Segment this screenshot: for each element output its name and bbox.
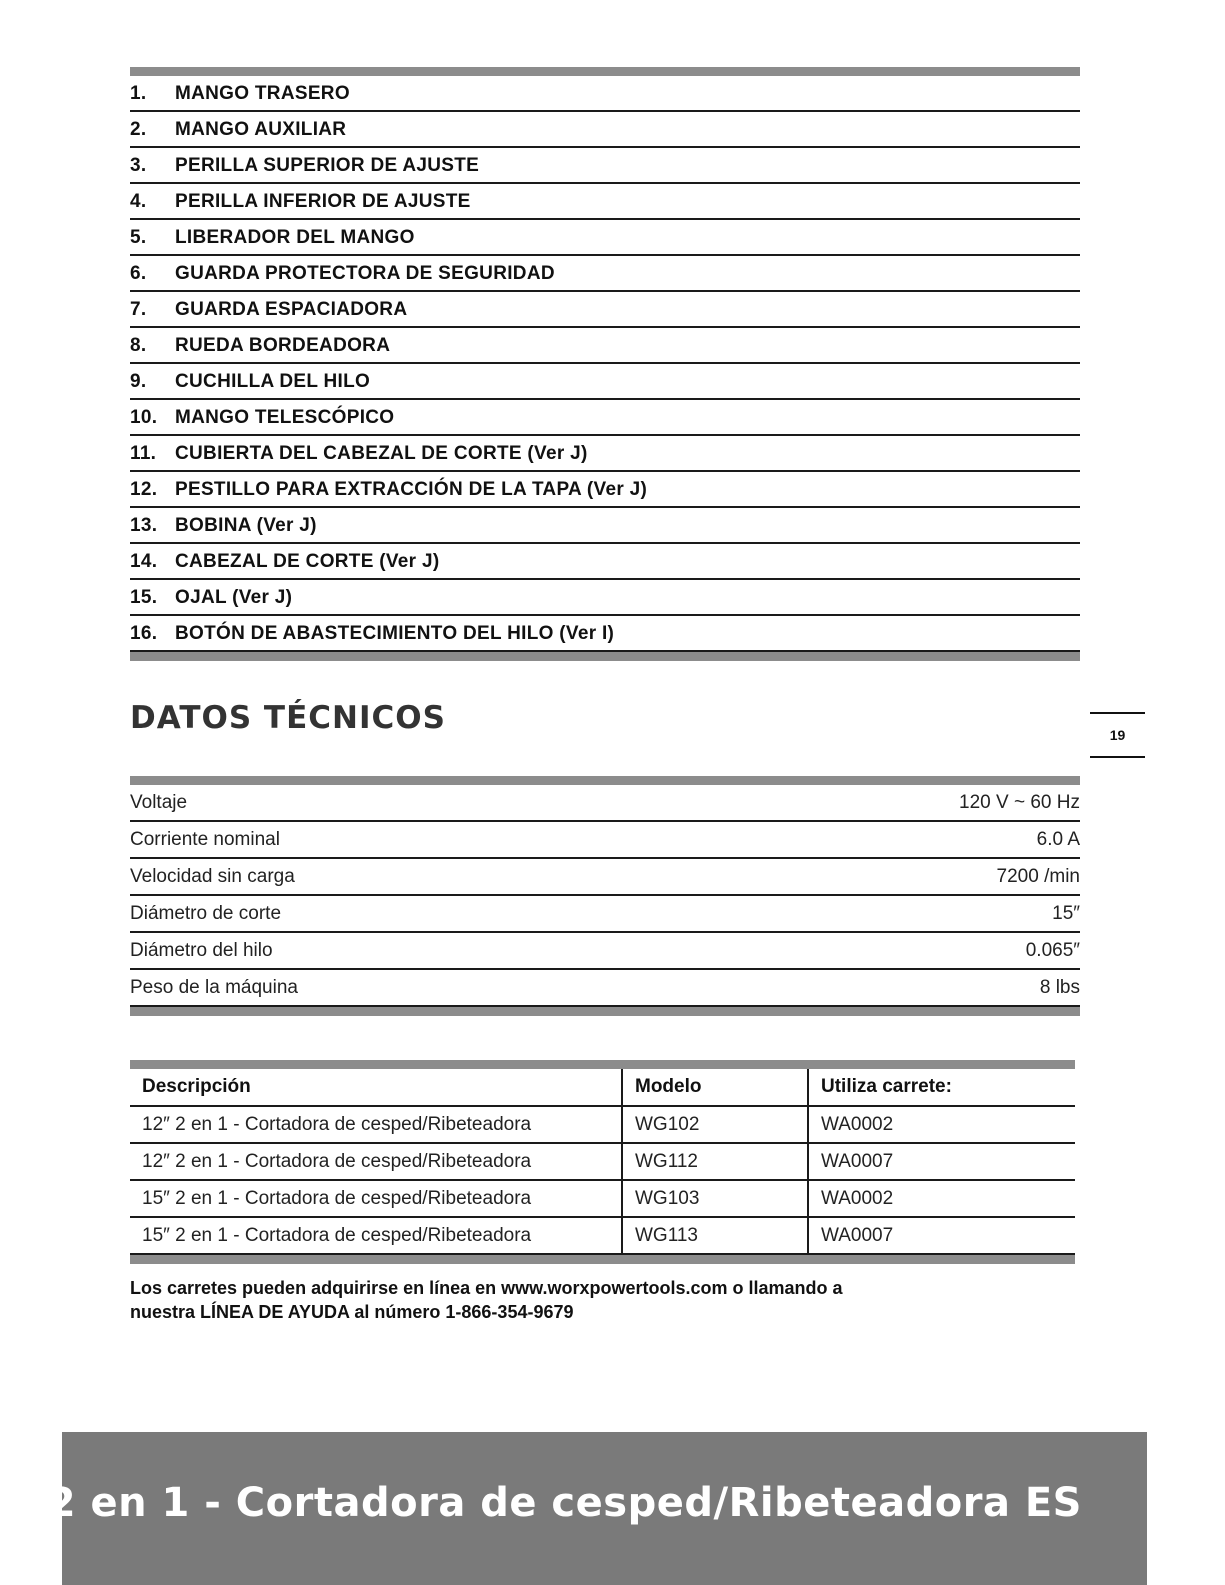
part-number: 6. (130, 263, 147, 284)
specs-top-bar (130, 776, 1080, 785)
parts-list-item (130, 256, 1080, 292)
models-top-bar (130, 1060, 1075, 1069)
spec-value: 15″ (1052, 903, 1080, 924)
parts-top-bar (130, 67, 1080, 76)
spec-value: 7200 /min (996, 866, 1080, 887)
parts-list-item (130, 472, 1080, 508)
part-number: 5. (130, 227, 147, 248)
parts-list-item (130, 508, 1080, 544)
parts-rows (130, 76, 1080, 652)
parts-list-item (130, 184, 1080, 220)
model-code: WG112 (622, 1143, 808, 1180)
model-code: WG103 (622, 1180, 808, 1217)
parts-list-item (130, 112, 1080, 148)
spec-value: 120 V ~ 60 Hz (959, 792, 1080, 813)
parts-bottom-bar (130, 652, 1080, 661)
spec-label: Diámetro del hilo (130, 940, 273, 961)
part-label: MANGO TRASERO (175, 83, 350, 104)
part-label: BOTÓN DE ABASTECIMIENTO DEL HILO (Ver I) (175, 623, 615, 644)
part-label: CUCHILLA DEL HILO (175, 371, 371, 392)
header-model: Modelo (622, 1069, 808, 1106)
note-line-1: Los carretes pueden adquirirse en línea en www.worxpowertools.com o llamando a (130, 1278, 843, 1298)
part-label: CABEZAL DE CORTE (Ver J) (175, 551, 440, 572)
models-table (130, 1060, 1075, 1264)
part-number: 11. (130, 443, 157, 464)
spec-row (130, 896, 1080, 933)
part-label: PERILLA SUPERIOR DE AJUSTE (175, 155, 480, 176)
spec-row (130, 933, 1080, 970)
part-number: 13. (130, 515, 158, 536)
spec-label: Peso de la máquina (130, 977, 298, 998)
parts-list-item (130, 544, 1080, 580)
spec-row (130, 970, 1080, 1007)
parts-list-item (130, 220, 1080, 256)
note-line-2: nuestra LÍNEA DE AYUDA al número 1-866-354-9679 (130, 1302, 574, 1322)
spec-rows (130, 785, 1080, 1007)
part-label: BOBINA (Ver J) (175, 515, 317, 536)
specs-bottom-bar (130, 1007, 1080, 1016)
model-spool: WA0002 (808, 1106, 1075, 1143)
footer-band (47, 1432, 1147, 1585)
part-label: GUARDA ESPACIADORA (175, 299, 408, 320)
model-spool: WA0007 (808, 1217, 1075, 1254)
tech-section-title: DATOS TÉCNICOS (130, 700, 446, 736)
spec-label: Voltaje (130, 792, 188, 813)
spec-label: Diámetro de corte (130, 903, 282, 924)
header-spool: Utiliza carrete: (808, 1069, 1075, 1106)
models-header-row (130, 1069, 1075, 1106)
specs-table (130, 776, 1080, 1016)
parts-list-item (130, 400, 1080, 436)
parts-list-item (130, 292, 1080, 328)
part-number: 3. (130, 155, 147, 176)
spool-purchase-note (130, 1276, 1080, 1324)
part-number: 4. (130, 191, 147, 212)
parts-list-item (130, 436, 1080, 472)
parts-list-item (130, 364, 1080, 400)
model-description: 15″ 2 en 1 - Cortadora de cesped/Ribeteadora (130, 1180, 622, 1217)
footer-title: 2 en 1 - Cortadora de cesped/Ribeteadora ES (47, 1480, 1082, 1526)
parts-list-item (130, 148, 1080, 184)
part-number: 1. (130, 83, 147, 104)
parts-list-item (130, 616, 1080, 652)
model-description: 15″ 2 en 1 - Cortadora de cesped/Ribeteadora (130, 1217, 622, 1254)
model-row (130, 1217, 1075, 1254)
spec-row (130, 859, 1080, 896)
part-label: MANGO AUXILIAR (175, 119, 347, 140)
part-label: LIBERADOR DEL MANGO (175, 227, 415, 248)
part-number: 8. (130, 335, 147, 356)
part-label: RUEDA BORDEADORA (175, 335, 391, 356)
part-label: PESTILLO PARA EXTRACCIÓN DE LA TAPA (Ver J) (175, 479, 648, 500)
model-description: 12″ 2 en 1 - Cortadora de cesped/Ribeteadora (130, 1106, 622, 1143)
parts-list-item (130, 580, 1080, 616)
model-spool: WA0007 (808, 1143, 1075, 1180)
spec-label: Velocidad sin carga (130, 866, 295, 887)
model-row (130, 1143, 1075, 1180)
spec-value: 0.065″ (1025, 940, 1080, 961)
header-description: Descripción (130, 1069, 622, 1106)
part-number: 15. (130, 587, 158, 608)
part-number: 14. (130, 551, 158, 572)
page-number: 19 (1090, 712, 1145, 758)
spec-row (130, 785, 1080, 822)
part-number: 12. (130, 479, 158, 500)
model-row (130, 1180, 1075, 1217)
spec-label: Corriente nominal (130, 829, 280, 850)
model-spool: WA0002 (808, 1180, 1075, 1217)
model-code: WG102 (622, 1106, 808, 1143)
part-number: 16. (130, 623, 158, 644)
models-bottom-bar (130, 1255, 1075, 1264)
part-label: OJAL (Ver J) (175, 587, 293, 608)
part-label: MANGO TELESCÓPICO (175, 407, 395, 428)
part-label: GUARDA PROTECTORA DE SEGURIDAD (175, 263, 555, 284)
model-row (130, 1106, 1075, 1143)
spec-value: 6.0 A (1036, 829, 1080, 850)
part-label: PERILLA INFERIOR DE AJUSTE (175, 191, 471, 212)
model-code: WG113 (622, 1217, 808, 1254)
part-number: 10. (130, 407, 158, 428)
part-number: 7. (130, 299, 147, 320)
part-label: CUBIERTA DEL CABEZAL DE CORTE (Ver J) (175, 443, 588, 464)
part-number: 2. (130, 119, 147, 140)
parts-list (130, 67, 1080, 661)
part-number: 9. (130, 371, 147, 392)
parts-list-item (130, 76, 1080, 112)
parts-list-item (130, 328, 1080, 364)
spec-row (130, 822, 1080, 859)
model-description: 12″ 2 en 1 - Cortadora de cesped/Ribeteadora (130, 1143, 622, 1180)
spec-value: 8 lbs (1039, 977, 1080, 998)
